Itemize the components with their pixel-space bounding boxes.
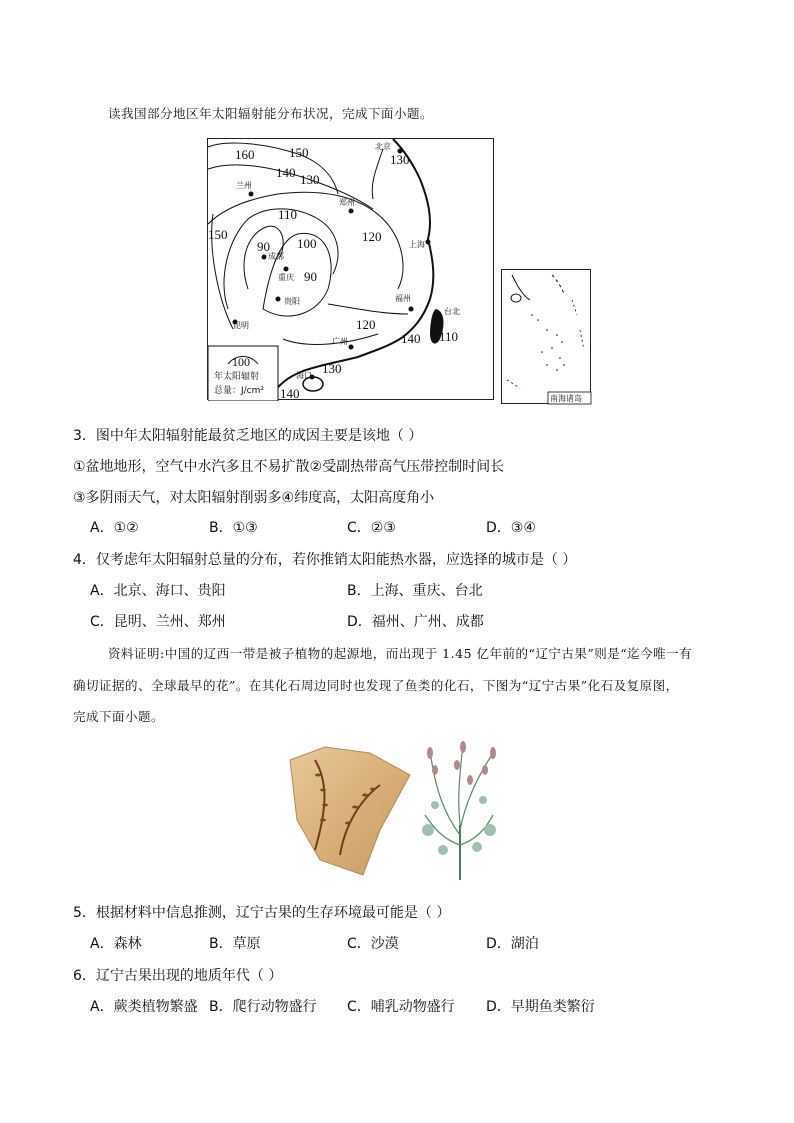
city-label: 北京 — [375, 142, 391, 151]
intro-text-2-line2: 确切证据的、全球最早的花”。在其化石周边同时也发现了鱼类的化石，下图为“辽宁古果”化石及复原图， — [73, 678, 679, 693]
question-3-option-c[interactable]: C．②③ — [347, 520, 396, 536]
isoline-label: 160 — [235, 147, 255, 162]
isoline-label: 90 — [304, 269, 317, 284]
isoline-label: 150 — [208, 227, 228, 242]
city-label: 贵阳 — [284, 297, 300, 306]
isoline-map-drawing — [208, 139, 495, 401]
question-5-option-c[interactable]: C．沙漠 — [347, 936, 399, 952]
question-5-option-d[interactable]: D．湖泊 — [486, 936, 539, 952]
legend-unit: 总量：J/cm² — [214, 386, 265, 396]
city-label: 兰州 — [236, 181, 252, 190]
city-label: 福州 — [395, 294, 411, 303]
legend-value: 100 — [232, 355, 250, 369]
inset-label: 南海诸岛 — [550, 394, 582, 403]
question-4-stem: 4．仅考虑年太阳辐射总量的分布，若你推销太阳能热水器，应选择的城市是（ ） — [73, 552, 577, 568]
question-4-option-b[interactable]: B．上海、重庆、台北 — [347, 583, 483, 599]
question-3-option-a[interactable]: A．①② — [90, 520, 139, 536]
question-3-line2: ③多阴雨天气，对太阳辐射削弱多④纬度高，太阳高度角小 — [73, 490, 435, 506]
city-label: 郑州 — [339, 198, 355, 207]
question-5-stem: 5．根据材料中信息推测，辽宁古果的生存环境最可能是（ ） — [73, 905, 451, 921]
fossil-and-reconstruction-illustration — [285, 735, 515, 885]
city-label: 上海 — [409, 240, 425, 249]
city-label: 成都 — [268, 252, 284, 261]
question-6-option-b[interactable]: B．爬行动物盛行 — [209, 999, 317, 1015]
question-3-stem: 3．图中年太阳辐射能最贫乏地区的成因主要是该地（ ） — [73, 428, 423, 444]
city-label: 海口 — [296, 371, 312, 380]
legend-title: 年太阳辐射 — [214, 372, 260, 382]
isoline-label: 140 — [401, 331, 421, 346]
intro-text-2-line3: 完成下面小题。 — [73, 709, 165, 724]
isoline-label: 130 — [322, 361, 342, 376]
intro-text-1: 读我国部分地区年太阳辐射能分布状况，完成下面小题。 — [108, 106, 434, 121]
question-5-option-a[interactable]: A．森林 — [90, 936, 142, 952]
isoline-label: 100 — [297, 236, 317, 251]
question-5-option-b[interactable]: B．草原 — [209, 936, 261, 952]
city-label: 广州 — [332, 337, 348, 346]
question-3-option-d[interactable]: D．③④ — [486, 520, 536, 536]
city-label: 重庆 — [278, 273, 294, 282]
solar-radiation-map — [207, 138, 494, 400]
isoline-label: 130 — [390, 152, 410, 167]
question-6-option-d[interactable]: D．早期鱼类繁衍 — [486, 999, 595, 1015]
intro-text-2-line1: 资料证明:中国的辽西一带是被子植物的起源地，而出现于 1.45 亿年前的“辽宁古果”则是“迄今唯一有 — [108, 646, 693, 661]
question-4-option-d[interactable]: D．福州、广州、成都 — [347, 614, 484, 630]
isoline-label: 120 — [362, 229, 382, 244]
isoline-label: 110 — [439, 329, 459, 344]
question-3-line1: ①盆地地形，空气中水汽多且不易扩散②受副热带高气压带控制时间长 — [73, 459, 505, 475]
isoline-label: 140 — [280, 386, 300, 401]
isoline-label: 120 — [356, 317, 376, 332]
isoline-label: 140 — [276, 165, 296, 180]
question-4-option-a[interactable]: A．北京、海口、贵阳 — [90, 583, 226, 599]
isoline-label: 110 — [278, 207, 298, 222]
isoline-label: 90 — [257, 239, 270, 254]
question-4-option-c[interactable]: C．昆明、兰州、郑州 — [90, 614, 226, 630]
question-3-option-b[interactable]: B．①③ — [209, 520, 258, 536]
isoline-label: 130 — [300, 172, 320, 187]
isoline-label: 150 — [289, 145, 309, 160]
city-label: 昆明 — [233, 321, 249, 330]
question-6-option-a[interactable]: A．蕨类植物繁盛 — [90, 999, 198, 1015]
city-label: 台北 — [444, 307, 460, 316]
question-6-option-c[interactable]: C．哺乳动物盛行 — [347, 999, 455, 1015]
inset-drawing — [502, 270, 592, 405]
south-china-sea-inset — [501, 269, 591, 404]
question-6-stem: 6．辽宁古果出现的地质年代（ ） — [73, 968, 283, 984]
